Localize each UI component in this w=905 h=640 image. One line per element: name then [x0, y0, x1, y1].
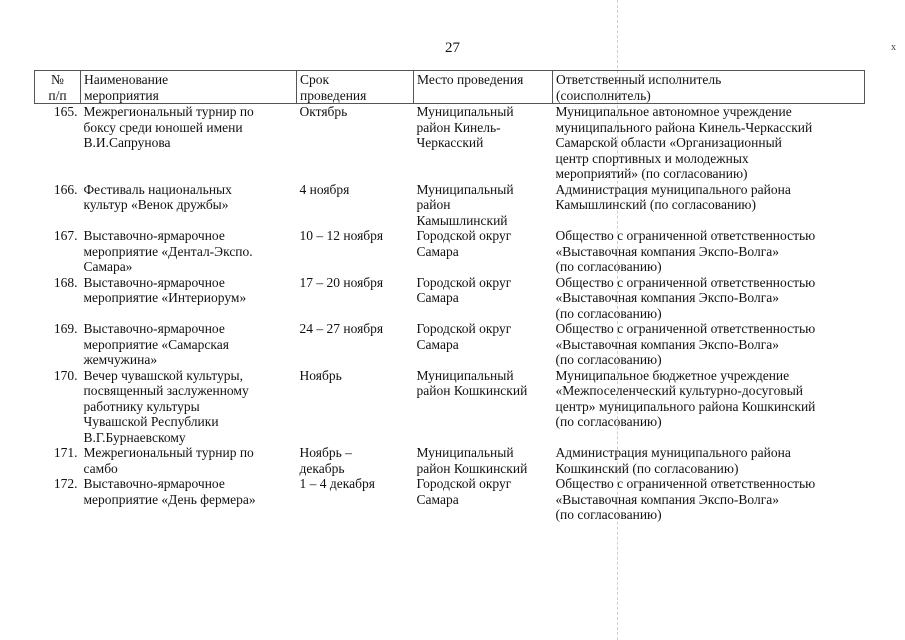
event-place: Городской округ Самара: [416, 321, 512, 352]
event-name: Выставочно-ярмарочное мероприятие «Интериорум»: [83, 274, 247, 305]
row-number: 170.: [53, 367, 78, 383]
event-date: Октябрь: [299, 104, 348, 119]
table-row: [35, 476, 865, 523]
event-place: Муниципальный район Камышлинский: [416, 181, 514, 228]
header-row: [35, 71, 865, 104]
events-table: [34, 70, 865, 523]
event-date: 24 – 27 ноября: [299, 321, 384, 336]
event-date: 1 – 4 декабря: [299, 476, 375, 491]
event-executor: Администрация муниципального района Камышлинский (по согласованию): [555, 181, 791, 212]
table-body: [35, 104, 865, 523]
corner-scan-mark: x: [891, 42, 896, 53]
event-name: Выставочно-ярмарочное мероприятие «День фермера»: [83, 476, 256, 507]
event-name: Межрегиональный турнир по самбо: [83, 445, 254, 476]
event-executor: Общество с ограниченной ответственностью «Выставочная компания Экспо-Волга» (по согласованию): [555, 321, 816, 367]
row-number: 166.: [53, 181, 78, 197]
table-row: [35, 104, 865, 182]
row-number: 165.: [53, 104, 78, 119]
header-executor: Ответственный исполнитель (соисполнитель): [553, 71, 865, 104]
row-number: 167.: [53, 228, 78, 243]
header-name: Наименование мероприятия: [81, 71, 297, 104]
event-executor: Общество с ограниченной ответственностью «Выставочная компания Экспо-Волга» (по согласованию): [555, 476, 816, 522]
event-executor: Муниципальное бюджетное учреждение «Межпоселенческий культурно-досуговый центр» муниципального района Кошкинский (по согласованию): [555, 367, 816, 429]
event-executor: Муниципальное автономное учреждение муниципального района Кинель-Черкасский Самарской области «Организационный центр спортивных и молодежных мероприятий» (по согласованию): [555, 104, 813, 181]
event-name: Межрегиональный турнир по боксу среди юношей имени В.И.Сапрунова: [83, 104, 254, 150]
event-date: Ноябрь: [299, 367, 342, 383]
event-date: Ноябрь – декабрь: [299, 445, 352, 476]
event-name: Вечер чувашской культуры, посвященный заслуженному работнику культуры Чувашской Республики В.Г.Бурнаевскому: [83, 367, 249, 445]
table-row: [35, 321, 865, 368]
event-name: Выставочно-ярмарочное мероприятие «Дентал-Экспо. Самара»: [83, 228, 253, 274]
event-executor: Администрация муниципального района Кошкинский (по согласованию): [555, 445, 791, 476]
page-number: 27: [445, 40, 460, 56]
event-date: 17 – 20 ноября: [299, 274, 384, 290]
event-place: Муниципальный район Кинель- Черкасский: [416, 104, 514, 150]
event-date: 4 ноября: [299, 181, 350, 197]
row-number: 169.: [53, 321, 78, 336]
table-header: [35, 71, 865, 104]
row-number: 172.: [53, 476, 78, 491]
table-row: [35, 182, 865, 229]
header-date: Срок проведения: [297, 71, 414, 104]
header-num: № п/п: [35, 71, 81, 104]
event-executor: Общество с ограниченной ответственностью «Выставочная компания Экспо-Волга» (по согласованию): [555, 274, 816, 321]
table-row: [35, 445, 865, 476]
event-place: Городской округ Самара: [416, 274, 512, 305]
table-row: [35, 228, 865, 275]
event-name: Фестиваль национальных культур «Венок дружбы»: [83, 181, 232, 212]
event-place: Муниципальный район Кошкинский: [416, 367, 528, 398]
header-place: Место проведения: [414, 71, 553, 104]
table-row: [35, 275, 865, 322]
event-place: Городской округ Самара: [416, 476, 512, 507]
event-date: 10 – 12 ноября: [299, 228, 384, 243]
event-executor: Общество с ограниченной ответственностью «Выставочная компания Экспо-Волга» (по согласованию): [555, 228, 816, 274]
event-place: Муниципальный район Кошкинский: [416, 445, 528, 476]
row-number: 168.: [53, 274, 78, 290]
table-row: [35, 368, 865, 446]
row-number: 171.: [53, 445, 78, 460]
event-name: Выставочно-ярмарочное мероприятие «Самарская жемчужина»: [83, 321, 229, 367]
event-place: Городской округ Самара: [416, 228, 512, 259]
